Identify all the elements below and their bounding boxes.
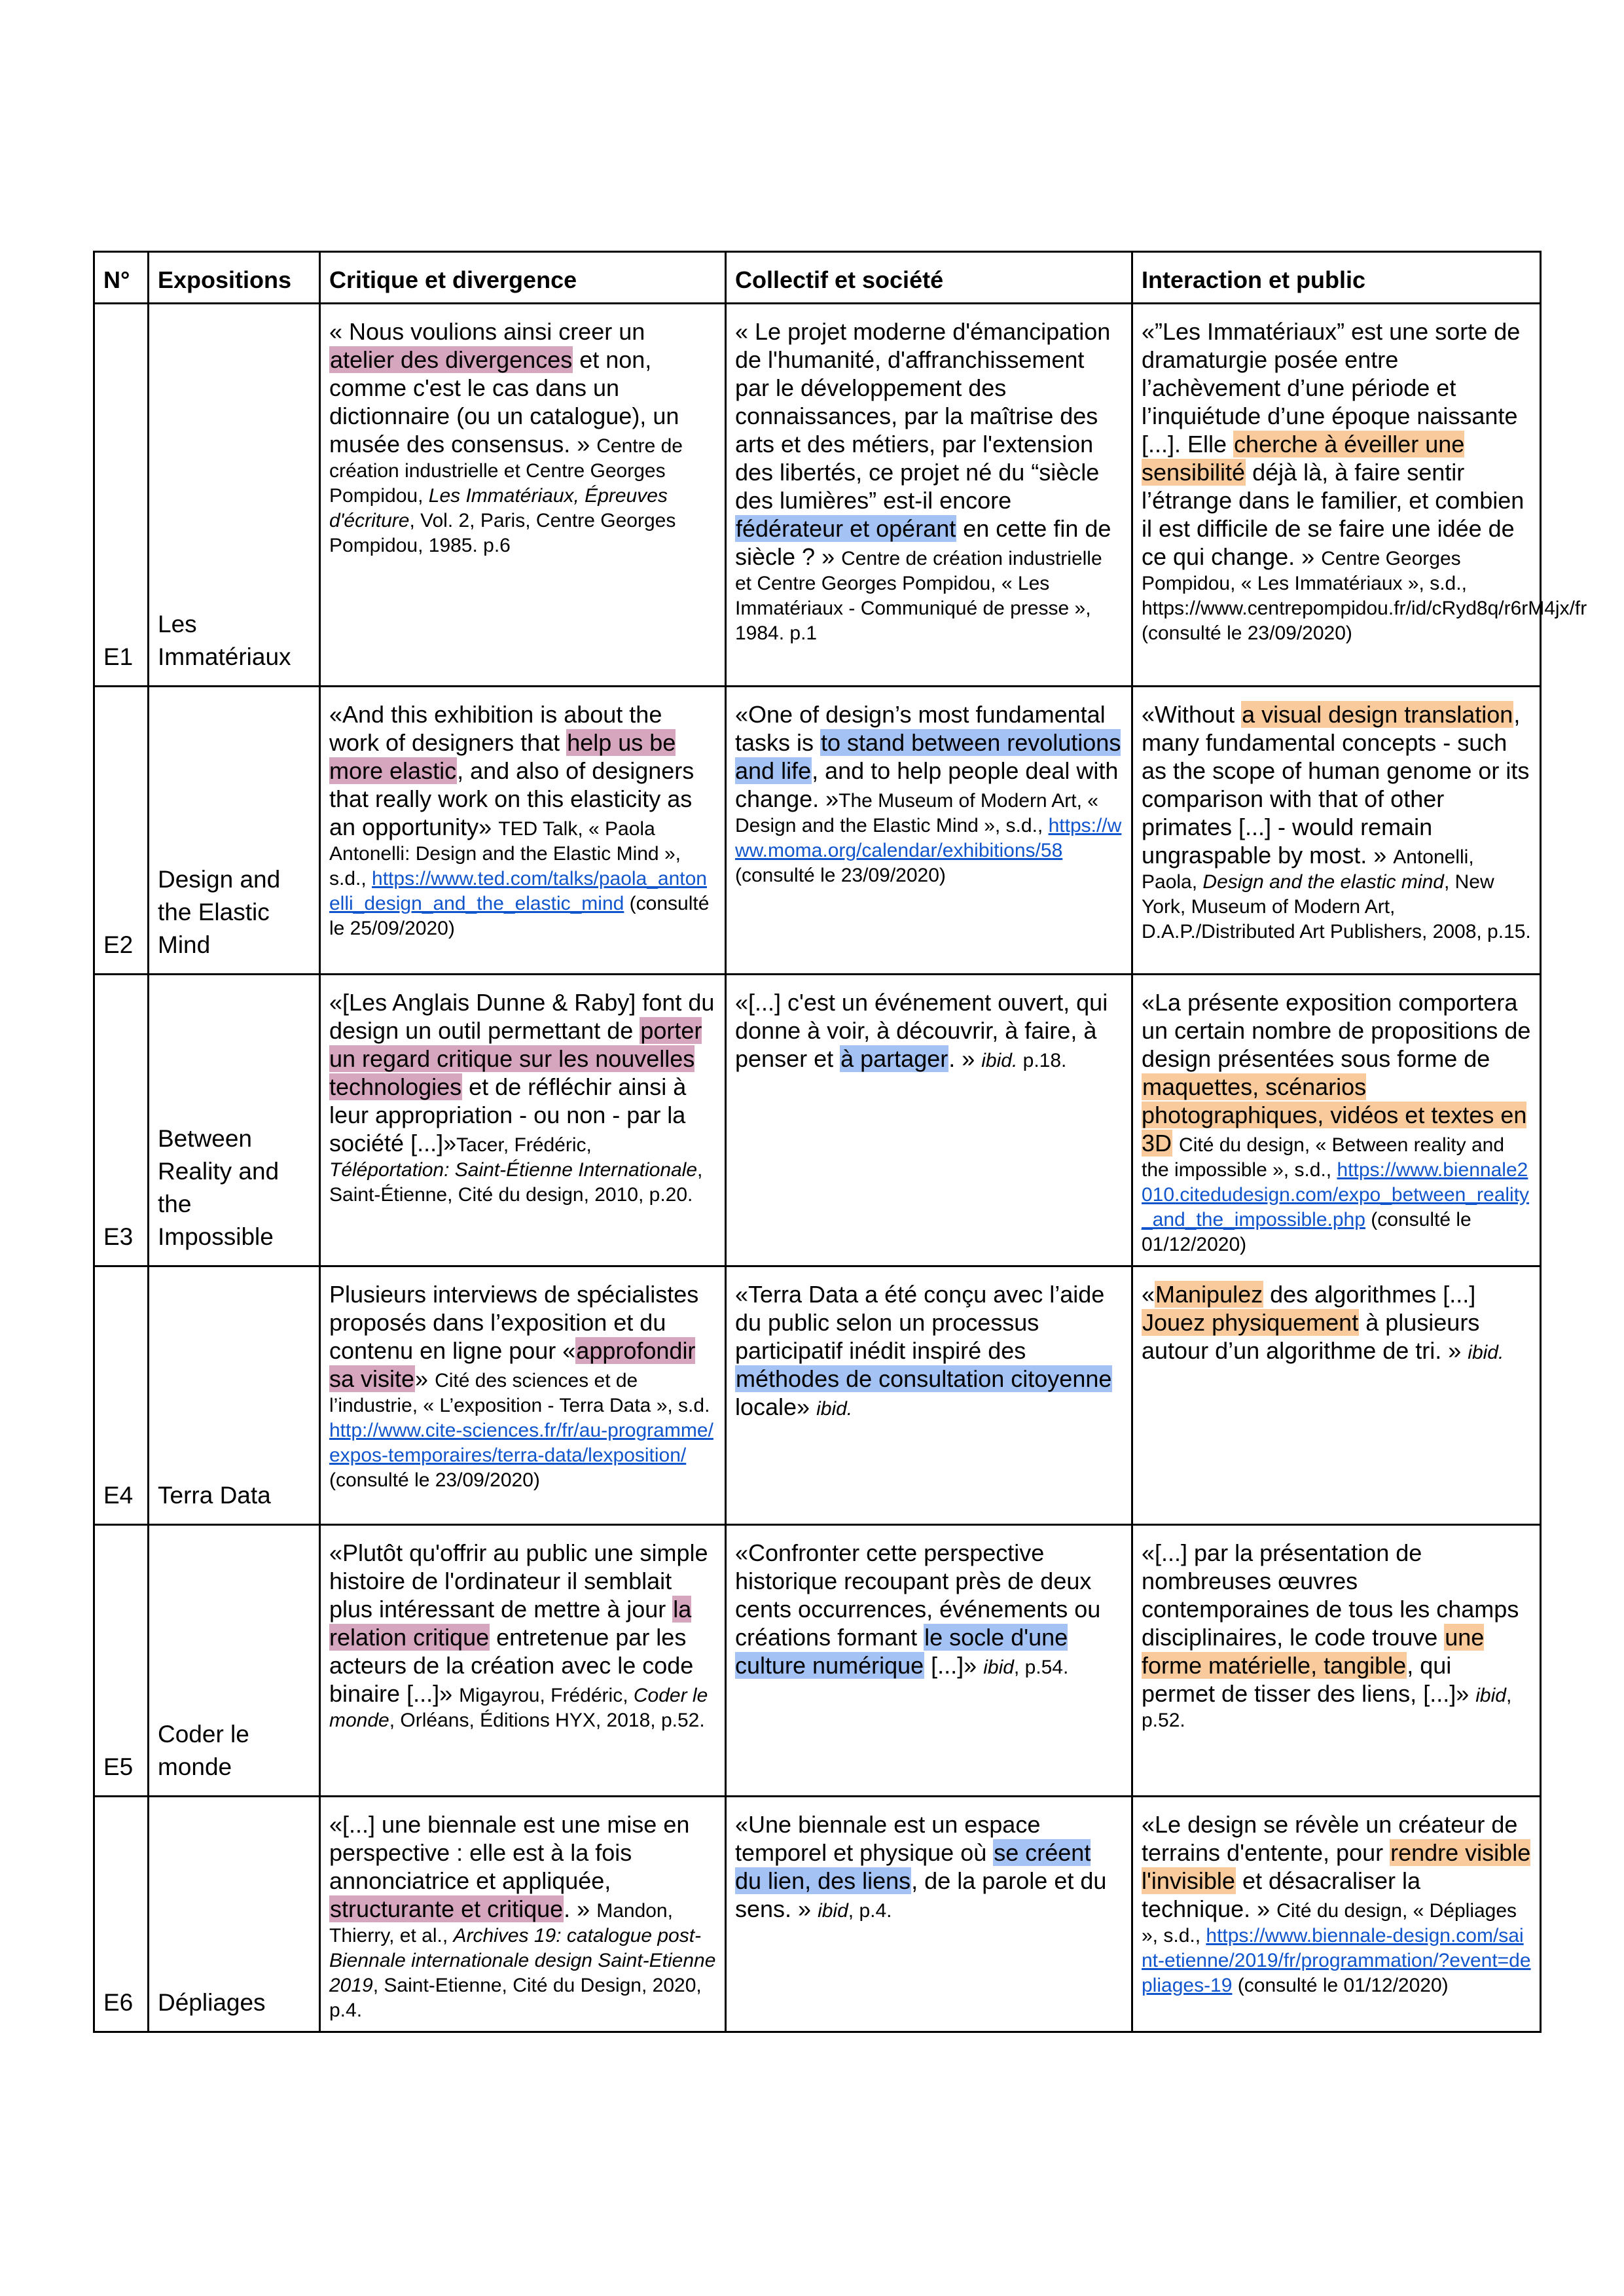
text-segment: Centre de création industrielle et Centre Georges Pompidou, « Les Immatériaux - Communiqué de presse », 1984. p.1 <box>735 548 1102 644</box>
text-segment: en cette fin de siècle ? » <box>735 515 1111 570</box>
text-segment: Plusieurs interviews de spécialistes proposés dans l’exposition et du contenu en ligne pour « <box>329 1281 699 1364</box>
highlight-critique: help us be more elastic <box>329 729 676 784</box>
italic-title: ibid. <box>1468 1342 1504 1363</box>
cell-number: E3 <box>94 975 149 1266</box>
text-segment: Migayrou, Frédéric, <box>459 1685 634 1706</box>
text-segment: «[Les Anglais Dunne & Raby] font du design un outil permettant de <box>329 989 715 1044</box>
text-segment: p.18. <box>1017 1050 1067 1071</box>
text-segment: Centre de création industrielle et Centre Georges Pompidou, <box>329 435 683 507</box>
text-segment: des algorithmes [...] <box>1263 1281 1476 1308</box>
italic-title: ibid <box>1475 1685 1506 1706</box>
table-row <box>94 1525 1541 1797</box>
text-segment: et désacraliser la technique. » <box>1142 1867 1421 1922</box>
italic-title: Archives 19: catalogue post-Biennale internationale design Saint-Etienne 2019 <box>329 1925 716 1996</box>
highlight-critique: porter un regard critique sur les nouvelles technologies <box>329 1017 702 1100</box>
quote-text <box>735 1281 1112 1420</box>
text-segment: , many fundamental concepts - such as the scope of human genome or its comparison with that of other primates [...] - would remain ungraspable by most. » <box>1142 701 1530 869</box>
italic-title: Téléportation: Saint-Étienne Internationale <box>329 1159 698 1181</box>
cell-exposition: Between Reality and the Impossible <box>149 975 320 1266</box>
text-segment: , Vol. 2, Paris, Centre Georges Pompidou, 1985. p.6 <box>329 510 676 556</box>
text-segment: « <box>1142 1281 1155 1308</box>
highlight-collectif: fédérateur et opérant <box>736 515 956 542</box>
cell-number: E4 <box>94 1266 149 1525</box>
italic-title: Les Immatériaux, Épreuves d'écriture <box>329 485 668 531</box>
highlight-collectif: à partager <box>840 1045 948 1072</box>
highlight-interaction: Manipulez <box>1155 1281 1263 1308</box>
table-row <box>94 1266 1541 1525</box>
table-row <box>94 304 1541 687</box>
text-segment: Cité du design, « Dépliages », s.d., <box>1142 1900 1517 1946</box>
highlight-interaction: rendre visible l'invisible <box>1142 1839 1531 1894</box>
cell-exposition: Design and the Elastic Mind <box>149 687 320 975</box>
text-segment: . » <box>564 1895 597 1922</box>
text-segment: , Saint-Etienne, Cité du Design, 2020, p.4. <box>329 1975 702 2021</box>
cell-collectif <box>726 1525 1132 1797</box>
cell-interaction <box>1132 1266 1541 1525</box>
text-segment: Cité des sciences et de l’industrie, « L’exposition - Terra Data », s.d. <box>329 1370 710 1416</box>
text-segment: « Nous voulions ainsi creer un <box>329 318 645 345</box>
highlight-collectif: méthodes de consultation citoyenne <box>736 1365 1112 1392</box>
consultation-date: (consulté le 25/09/2020) <box>329 893 710 939</box>
quote-text <box>735 1811 1106 1922</box>
cell-exposition: Les Immatériaux <box>149 304 320 687</box>
header-row <box>94 252 1541 304</box>
text-segment: Antonelli, Paola, <box>1142 846 1474 893</box>
text-segment: » <box>415 1365 435 1392</box>
reference-link[interactable]: http://www.cite-sciences.fr/fr/au-programme/expos-temporaires/terra-data/lexposition/ <box>329 1420 713 1466</box>
text-segment: TED Talk, « Paola Antonelli: Design and the Elastic Mind », s.d., <box>329 818 681 889</box>
cell-interaction <box>1132 687 1541 975</box>
highlight-interaction: a visual design translation <box>1242 701 1513 728</box>
text-segment: «And this exhibition is about the work of designers that <box>329 701 662 756</box>
text-segment: Centre Georges Pompidou, « Les Immatériaux », s.d., https://www.centrepompidou.fr/id/cRyd8q/r6rM4jx/fr (consulté le 23/09/2020) <box>1142 548 1587 644</box>
quote-text <box>735 318 1111 570</box>
text-segment: « Le projet moderne d'émancipation de l'humanité, d'affranchissement par le développement des connaissances, par la maîtrise des arts et des métiers, par l'extension des libertés, ce projet né du “siècle des lumières” est-il encore <box>735 318 1111 514</box>
text-segment: locale» <box>735 1393 817 1420</box>
cell-interaction <box>1132 1797 1541 2032</box>
consultation-date: (consulté le 01/12/2020) <box>1142 1209 1471 1255</box>
text-segment: déjà là, à faire sentir l’étrange dans le familier, et combien il est difficile de se faire une idée de ce qui change. » <box>1142 459 1525 570</box>
quote-text <box>1142 989 1530 1157</box>
text-segment: Mandon, Thierry, et al., <box>329 1900 673 1946</box>
highlight-interaction: cherche à éveiller une sensibilité <box>1142 431 1465 486</box>
cell-collectif <box>726 687 1132 975</box>
text-segment: «Plutôt qu'offrir au public une simple histoire de l'ordinateur il semblait plus intéressant de mettre à jour <box>329 1539 708 1623</box>
text-segment: [...]» <box>924 1652 984 1679</box>
table-row <box>94 1797 1541 2032</box>
text-segment: , New York, Museum of Modern Art, D.A.P./Distributed Art Publishers, 2008, p.15. <box>1142 871 1531 942</box>
cell-collectif <box>726 1266 1132 1525</box>
quote-text <box>1142 318 1524 570</box>
text-segment: , p.4. <box>848 1900 892 1922</box>
table-body <box>94 304 1587 2032</box>
reference-link[interactable]: https://www.biennale2010.citedudesign.com/expo_between_reality_and_the_impossible.php <box>1142 1159 1530 1230</box>
consultation-date: (consulté le 01/12/2020) <box>1232 1975 1449 1996</box>
text-segment: Tacer, Frédéric, <box>456 1134 592 1156</box>
cell-collectif <box>726 304 1132 687</box>
text-segment: «Confronter cette perspective historique recoupant près de deux cents occurrences, événements ou créations formant <box>735 1539 1101 1651</box>
text-segment: «[...] c'est un événement ouvert, qui donne à voir, à découvrir, à faire, à penser et <box>735 989 1108 1072</box>
text-segment: «La présente exposition comportera un certain nombre de propositions de design présentées sous forme de <box>1142 989 1531 1072</box>
italic-title: ibid. <box>816 1398 853 1420</box>
table-header <box>94 252 1541 304</box>
exhibitions-table <box>93 251 1587 2033</box>
table-row <box>94 687 1541 975</box>
quote-text <box>329 1539 708 1707</box>
text-segment: et non, comme c'est le cas dans un dictionnaire (ou un catalogue), un musée des consensus. » <box>329 346 679 457</box>
text-segment: , Orléans, Éditions HYX, 2018, p.52. <box>389 1710 705 1731</box>
quote-text <box>1142 701 1529 869</box>
reference-text <box>1142 1134 1529 1255</box>
text-segment: «[...] une biennale est une mise en perspective : elle est à la fois annonciatrice et appliquée, <box>329 1811 690 1894</box>
text-segment: , Saint-Étienne, Cité du design, 2010, p.20. <box>329 1159 703 1206</box>
cell-collectif <box>726 1797 1132 2032</box>
text-segment: et de réfléchir ainsi à leur appropriation - ou non - par la société [...]» <box>329 1073 687 1157</box>
quote-text <box>329 989 714 1157</box>
text-segment: , and also of designers that really work on this elasticity as an opportunity» <box>329 757 695 840</box>
reference-text <box>981 1050 1066 1071</box>
highlight-interaction: Jouez physiquement <box>1142 1309 1359 1336</box>
text-segment: The Museum of Modern Art, « Design and the Elastic Mind », s.d., <box>735 790 1098 836</box>
quote-text <box>1142 1539 1519 1707</box>
text-segment: «Without <box>1142 701 1242 728</box>
reference-text <box>816 1398 852 1420</box>
text-segment: , p.54. <box>1013 1657 1069 1678</box>
text-segment: , de la parole et du sens. » <box>735 1867 1107 1922</box>
highlight-critique: atelier des divergences <box>330 346 573 373</box>
text-segment: Cité du design, « Between reality and the impossible », s.d., <box>1142 1134 1505 1181</box>
highlight-collectif: to stand between revolutions and life <box>735 729 1121 784</box>
text-segment: «Une biennale est un espace temporel et physique où <box>735 1811 1041 1866</box>
text-segment: , qui permet de tisser des liens, [...]» <box>1142 1652 1476 1707</box>
consultation-date: (consulté le 23/09/2020) <box>735 865 946 886</box>
text-segment: entretenue par les acteurs de la création avec le code binaire [...]» <box>329 1624 694 1707</box>
header-critique: Critique et divergence <box>320 252 726 304</box>
cell-critique <box>320 1797 726 2032</box>
consultation-date: (consulté le 23/09/2020) <box>329 1469 540 1491</box>
header-collectif: Collectif et société <box>726 252 1132 304</box>
cell-critique <box>320 1525 726 1797</box>
header-num: N° <box>94 252 149 304</box>
text-segment: «[...] par la présentation de nombreuses œuvres contemporaines de tous les champs disciplinaires, le code trouve <box>1142 1539 1519 1651</box>
cell-number: E1 <box>94 304 149 687</box>
reference-text <box>983 1657 1068 1678</box>
cell-critique <box>320 687 726 975</box>
header-interaction: Interaction et public <box>1132 252 1541 304</box>
text-segment <box>1172 1130 1179 1157</box>
text-segment: , and to help people deal with change. » <box>735 757 1119 812</box>
text-segment: «”Les Immatériaux” est une sorte de dramaturgie posée entre l’achèvement d’une période et l’inquiétude d’une époque naissante [...]. Elle <box>1142 318 1521 457</box>
cell-critique <box>320 1266 726 1525</box>
table-row <box>94 975 1541 1266</box>
highlight-critique: approfondir sa visite <box>329 1337 696 1392</box>
italic-title: Design and the elastic mind <box>1202 871 1444 893</box>
cell-collectif <box>726 975 1132 1266</box>
header-expositions: Expositions <box>149 252 320 304</box>
reference-link[interactable]: https://www.moma.org/calendar/exhibitions/58 <box>735 815 1122 861</box>
text-segment: «Le design se révèle un créateur de terrains d'entente, pour <box>1142 1811 1518 1866</box>
cell-critique <box>320 975 726 1266</box>
quote-text <box>1142 1281 1479 1364</box>
cell-number: E6 <box>94 1797 149 2032</box>
reference-link[interactable]: https://www.biennale-design.com/saint-etienne/2019/fr/programmation/?event=depliages-19 <box>1142 1925 1531 1996</box>
highlight-critique: la relation critique <box>329 1596 692 1651</box>
text-segment: . » <box>948 1045 982 1072</box>
highlight-interaction: maquettes, scénarios photographiques, vidéos et textes en 3D <box>1142 1073 1527 1157</box>
reference-text <box>818 1900 892 1922</box>
cell-exposition: Terra Data <box>149 1266 320 1525</box>
highlight-interaction: une forme matérielle, tangible <box>1142 1624 1485 1679</box>
cell-exposition: Coder le monde <box>149 1525 320 1797</box>
italic-title: ibid <box>983 1657 1014 1678</box>
cell-interaction <box>1132 304 1587 687</box>
reference-link[interactable]: https://www.ted.com/talks/paola_antonelli_design_and_the_elastic_mind <box>329 868 707 914</box>
text-segment: «Terra Data a été conçu avec l’aide du public selon un processus participatif inédit inspiré des <box>735 1281 1105 1364</box>
italic-title: ibid <box>818 1900 848 1922</box>
text-segment: «One of design’s most fundamental tasks is <box>735 701 1106 756</box>
cell-number: E2 <box>94 687 149 975</box>
highlight-collectif: se créent du lien, des liens <box>735 1839 1091 1894</box>
reference-text <box>1468 1342 1504 1363</box>
cell-critique <box>320 304 726 687</box>
text-segment: à plusieurs autour d’un algorithme de tri. » <box>1142 1309 1480 1364</box>
italic-title: Coder le monde <box>329 1685 708 1731</box>
cell-interaction <box>1132 975 1541 1266</box>
highlight-collectif: le socle d'une culture numérique <box>735 1624 1068 1679</box>
cell-exposition: Dépliages <box>149 1797 320 2032</box>
italic-title: ibid. <box>981 1050 1018 1071</box>
highlight-critique: structurante et critique <box>330 1895 564 1922</box>
cell-number: E5 <box>94 1525 149 1797</box>
cell-interaction <box>1132 1525 1541 1797</box>
text-segment: , p.52. <box>1142 1685 1512 1731</box>
